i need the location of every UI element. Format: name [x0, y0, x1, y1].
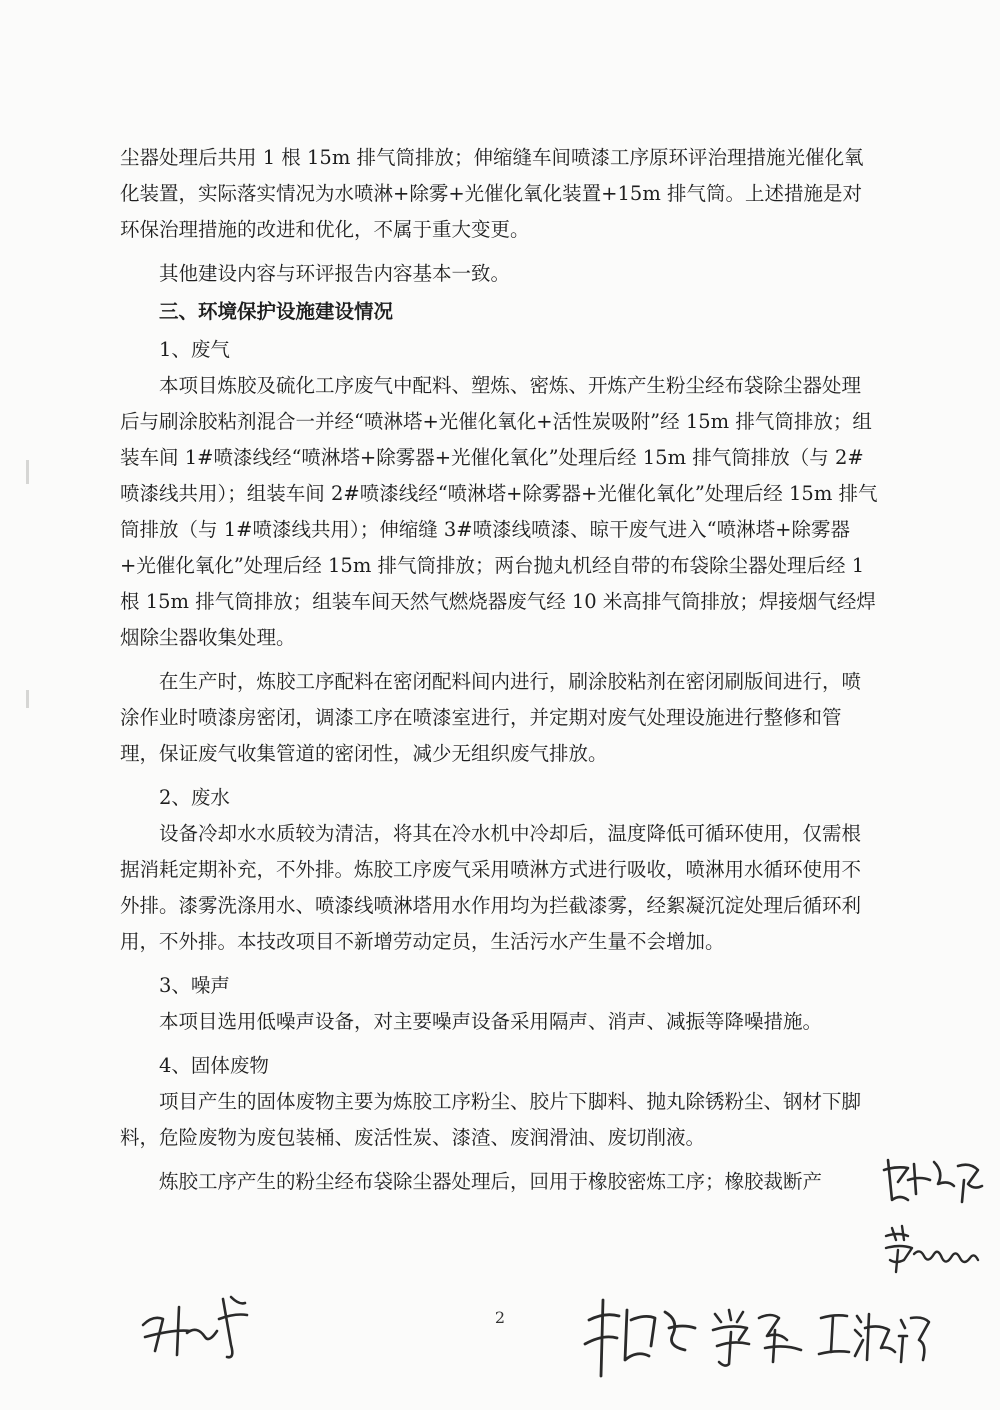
paragraph-waste-gas-treatment: 本项目炼胶及硫化工序废气中配料、塑炼、密炼、开炼产生粉尘经布袋除尘器处理后与刷涂胶粘剂混合一并经“喷淋塔+光催化氧化+活性炭吸附”经 15m 排气筒排放；组装车间 1#喷漆线经“喷淋塔+除雾器+光催化氧化”处理后经 15m 排气筒排放（与 2#喷漆线共用）；组装车间 2#喷漆线经“喷淋塔+除雾器+光催化氧化”处理后经 15m 排气筒排放（与 1#喷漆线共用）；伸缩缝 3#喷漆线喷漆、晾干废气进入“喷淋塔+除雾器+光催化氧化”处理后经 15m 排气筒排放；两台抛丸机经自带的布袋除尘器处理后经 1 根 15m 排气筒排放；组装车间天然气燃烧器废气经 10 米高排气筒排放；焊接烟气经焊烟除尘器收集处理。 — [120, 374, 878, 649]
paragraph-production-sealing: 在生产时，炼胶工序配料在密闭配料间内进行，刷涂胶粘剂在密闭刷版间进行，喷涂作业时喷漆房密闭，调漆工序在喷漆室进行，并定期对废气处理设施进行整修和管理，保证废气收集管道的密闭性，减少无组织废气排放。 — [120, 670, 862, 765]
paragraph-noise: 本项目选用低噪声设备，对主要噪声设备采用隔声、消声、减振等降噪措施。 — [159, 1010, 823, 1033]
signature-bottom-left — [135, 1285, 275, 1365]
signature-right-bottom — [880, 1220, 990, 1280]
paragraph-other-content: 其他建设内容与环评报告内容基本一致。 — [159, 262, 511, 285]
paragraph-continuation: 尘器处理后共用 1 根 15m 排气筒排放；伸缩缝车间喷漆工序原环评治理措施光催化氧化装置，实际落实情况为水喷淋+除雾+光催化氧化装置+15m 排气筒。上述措施是对环保治理措施的改进和优化，不属于重大变更。 — [120, 146, 864, 241]
subheading-waste-water: 2、废水 — [159, 786, 230, 809]
scan-edge-mark — [26, 690, 29, 708]
section-heading-environmental-facilities: 三、环境保护设施建设情况 — [159, 300, 394, 323]
page-number: 2 — [494, 1308, 506, 1327]
signature-bottom-right — [815, 1300, 935, 1370]
subheading-waste-gas: 1、废气 — [159, 338, 230, 361]
paragraph-solid-waste: 项目产生的固体废物主要为炼胶工序粉尘、胶片下脚料、抛丸除锈粉尘、钢材下脚料，危险废物为废包装桶、废活性炭、漆渣、废润滑油、废切削液。 — [120, 1090, 862, 1149]
signature-right-top — [878, 1150, 988, 1210]
paragraph-dust-reuse: 炼胶工序产生的粉尘经布袋除尘器处理后，回用于橡胶密炼工序；橡胶裁断产 — [159, 1170, 823, 1193]
signature-bottom-mid-1 — [575, 1290, 705, 1380]
subheading-noise: 3、噪声 — [159, 974, 230, 997]
document-body — [120, 140, 880, 1200]
subheading-solid-waste: 4、固体废物 — [159, 1054, 269, 1077]
signature-bottom-mid-2 — [705, 1300, 810, 1370]
scan-edge-mark — [26, 460, 29, 484]
paragraph-waste-water: 设备冷却水水质较为清洁，将其在冷水机中冷却后，温度降低可循环使用，仅需根据消耗定期补充，不外排。炼胶工序废气采用喷淋方式进行吸收，喷淋用水循环使用不外排。漆雾洗涤用水、喷漆线喷淋塔用水作用均为拦截漆雾，经絮凝沉淀处理后循环利用，不外排。本技改项目不新增劳动定员，生活污水产生量不会增加。 — [120, 822, 862, 953]
